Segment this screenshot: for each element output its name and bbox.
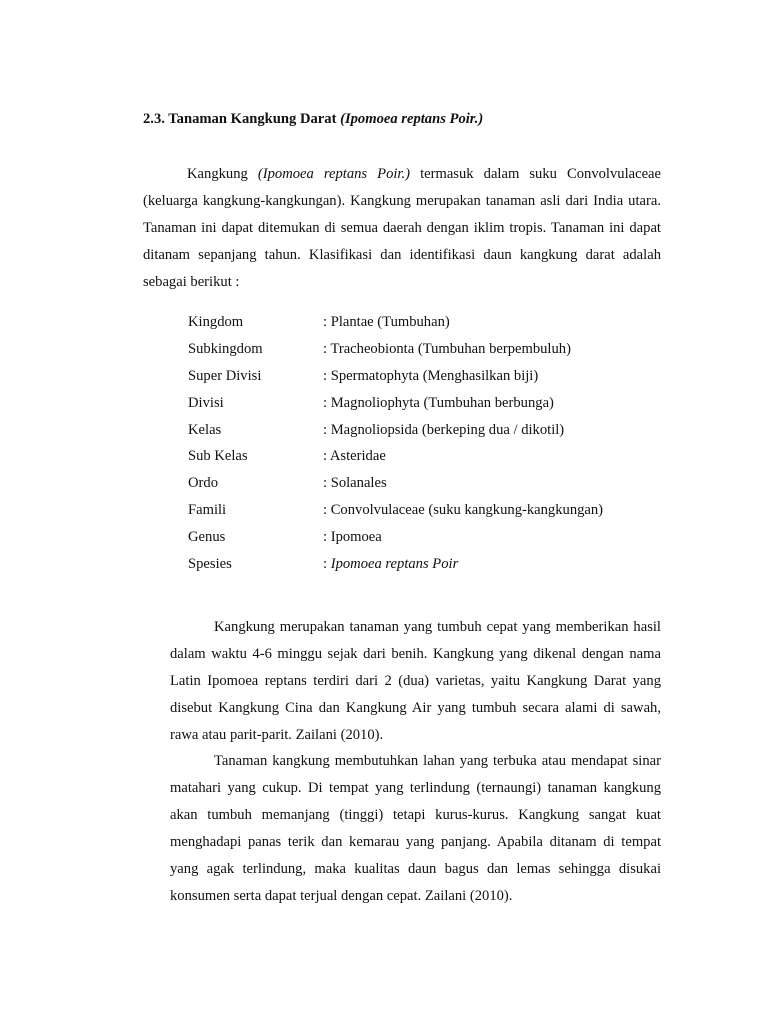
classification-label: Kelas (188, 421, 222, 438)
classification-label: Kingdom (188, 314, 244, 330)
classification-value: : Asteridae (323, 448, 386, 465)
classification-value: : Magnoliopsida (berkeping dua / dikotil) (323, 421, 565, 438)
species-latin-name: Ipomoea reptans Poir (330, 556, 459, 573)
classification-label: Genus (188, 529, 226, 546)
classification-label: Subkingdom (188, 340, 263, 357)
classification-row (188, 363, 668, 390)
classification-value: : Convolvulaceae (suku kangkung-kangkungan) (323, 502, 604, 519)
classification-label: Ordo (188, 475, 218, 492)
classification-row (188, 470, 668, 497)
growth-paragraph: Kangkung merupakan tanaman yang tumbuh cepat yang memberikan hasil dalam waktu 4-6 minggu sejak dari benih. Kangkung yang dikenal dengan nama Latin Ipomoea reptans terdiri dari 2 (dua) varietas, yaitu Kangkung Darat yang disebut Kangkung Cina dan Kangkung Air yang tumbuh secara alami di sawah, rawa atau parit-parit. Zailani (2010). (170, 619, 661, 743)
classification-label: Famili (188, 502, 227, 519)
intro-start: Kangkung (187, 166, 258, 182)
classification-value: : Spermatophyta (Menghasilkan biji) (323, 367, 539, 384)
classification-label: Sub Kelas (188, 448, 248, 465)
classification-row (188, 524, 668, 551)
intro-rest: termasuk dalam suku Convolvulaceae (keluarga kangkung-kangkungan). Kangkung merupakan tanaman asli dari India utara. Tanaman ini dapat ditemukan di semua daerah dengan iklim tropis. Tanaman ini dapat ditanam sepanjang tahun. Klasifikasi dan identifikasi daun kangkung darat adalah sebagai berikut : (143, 166, 662, 290)
intro-paragraph (143, 161, 661, 296)
classification-label: Super Divisi (188, 367, 262, 384)
heading-latin-name: (Ipomoea reptans Poir.) (340, 111, 484, 127)
classification-value: : Magnoliophyta (Tumbuhan berbunga) (323, 394, 554, 411)
section-heading (143, 111, 483, 128)
classification-row (188, 417, 668, 444)
habitat-paragraph: Tanaman kangkung membutuhkan lahan yang terbuka atau mendapat sinar matahari yang cukup. Di tempat yang terlindung (ternaungi) tanaman kangkung akan tumbuh memanjang (tinggi) tetapi kurus-kurus. Kangkung sangat kuat menghadapi panas terik dan kemarau yang panjang. Apabila ditanam di tempat yang agak terlindung, maka kualitas daun bagus dan lemas sehingga disukai konsumen serta dapat terjual dengan cepat. Zailani (2010). (170, 753, 661, 904)
intro-latin-name: (Ipomoea reptans Poir.) (257, 166, 411, 182)
classification-value: : Ipomoea (323, 529, 382, 546)
classification-row (188, 390, 668, 417)
classification-label: Divisi (188, 394, 224, 411)
classification-value (323, 551, 668, 578)
species-prefix: : (323, 556, 331, 573)
classification-row (188, 336, 668, 363)
classification-row (188, 497, 668, 524)
classification-value: : Tracheobionta (Tumbuhan berpembuluh) (323, 340, 571, 357)
classification-row (188, 309, 668, 336)
classification-row (188, 551, 668, 578)
classification-label: Spesies (188, 556, 232, 573)
classification-table (188, 309, 668, 578)
classification-value: : Solanales (323, 475, 387, 492)
classification-row (188, 443, 668, 470)
classification-value: : Plantae (Tumbuhan) (323, 314, 450, 330)
heading-title: 2.3. Tanaman Kangkung Darat (143, 111, 341, 127)
